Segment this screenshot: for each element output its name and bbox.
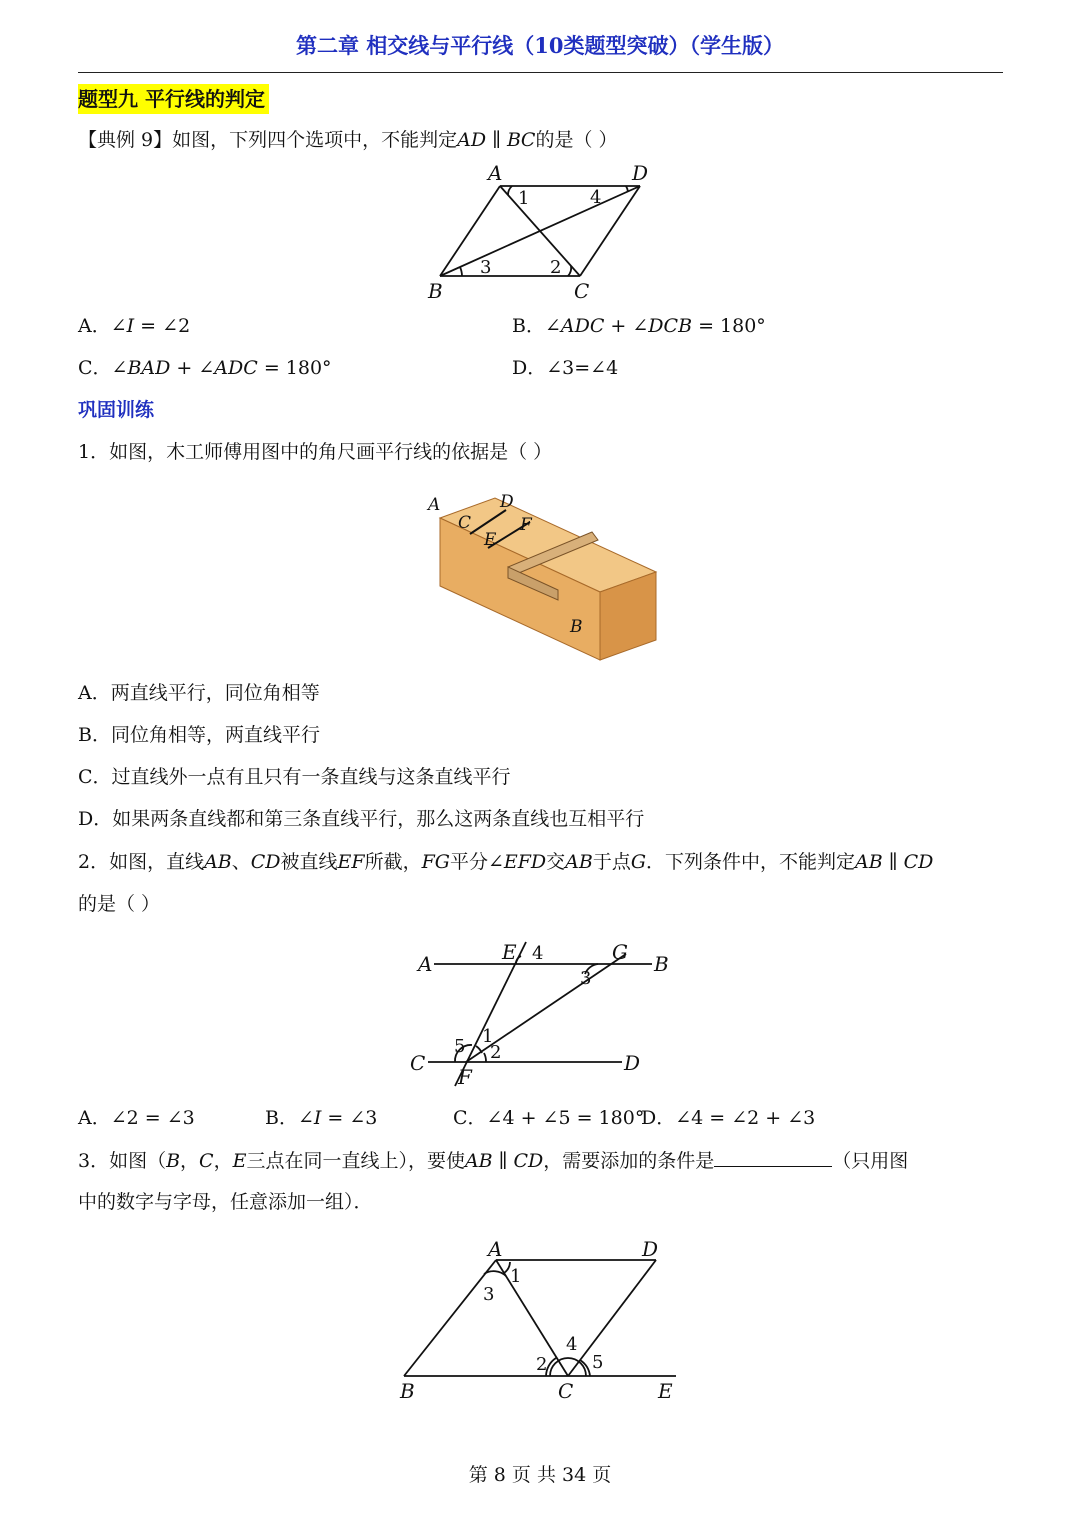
angle-label-1: 1 — [510, 1266, 522, 1287]
example-option-b: B．∠𝐴𝐷𝐶 + ∠𝐷𝐶𝐵 = 180° — [512, 315, 766, 337]
q2-option-b: B．∠𝐼 = ∠3 — [265, 1107, 378, 1129]
label-c: C — [574, 279, 590, 303]
q3-stem-line2: 中的数字与字母，任意添加一组）． — [78, 1191, 373, 1213]
angle-arc-4 — [516, 956, 521, 964]
q2-option-c: C．∠4 + ∠5 = 180° — [453, 1107, 645, 1129]
q2-option-d: D．∠4 = ∠2 + ∠3 — [641, 1107, 816, 1129]
carpenter-square-figure — [420, 488, 670, 666]
label-g: G — [612, 940, 628, 964]
angle-arc-2 — [568, 266, 571, 276]
header-title: 第二章 相交线与平行线（10类题型突破）（学生版） — [295, 33, 785, 58]
q1-option-c: C．过直线外一点有且只有一条直线与这条直线平行 — [78, 766, 511, 788]
label-f: F — [520, 515, 532, 535]
label-f: F — [458, 1065, 472, 1089]
angle-label-2: 2 — [550, 257, 562, 278]
label-b: B — [570, 617, 583, 637]
example-option-a: A．∠𝐼 = ∠2 — [78, 315, 191, 337]
label-c: C — [558, 1379, 574, 1403]
segment-dc — [568, 1260, 656, 1376]
label-a: A — [488, 1237, 503, 1261]
label-e: E — [484, 530, 497, 550]
header-divider — [78, 72, 1003, 73]
example-option-d: D．∠3=∠4 — [512, 357, 619, 379]
q1-stem: 1．如图，木工师傅用图中的角尺画平行线的依据是（ ） — [78, 441, 553, 463]
q3-stem-part1: 3．如图（𝐵，𝐶，𝐸三点在同一直线上），要使𝐴𝐵 ∥ 𝐶𝐷，需要添加的条件是 — [78, 1150, 715, 1172]
label-c: C — [458, 513, 472, 533]
label-d: D — [500, 492, 514, 512]
angle-arc-2 — [484, 1053, 486, 1062]
angle-label-3: 3 — [483, 1284, 495, 1305]
label-c: C — [410, 1051, 426, 1075]
label-d: D — [632, 161, 649, 185]
label-b: B — [428, 279, 443, 303]
q2-stem-line1: 2．如图，直线𝐴𝐵、𝐶𝐷被直线𝐸𝐹所截，𝐹𝐺平分∠𝐸𝐹𝐷交𝐴𝐵于点𝐺．下列条件中，不能判定𝐴𝐵 ∥ 𝐶𝐷 — [78, 851, 934, 873]
angle-label-2: 2 — [490, 1042, 502, 1063]
q2-option-a: A．∠2 = ∠3 — [78, 1107, 195, 1129]
angle-label-4: 4 — [566, 1334, 578, 1355]
trapezoid-figure — [390, 1232, 690, 1412]
q1-option-d: D．如果两条直线都和第三条直线平行，那么这两条直线也互相平行 — [78, 808, 645, 830]
label-a: A — [428, 495, 441, 515]
q3-answer-blank[interactable] — [714, 1146, 832, 1167]
label-a: A — [488, 161, 503, 185]
label-d: D — [624, 1051, 641, 1075]
q3-stem-line1 — [78, 1146, 908, 1175]
angle-arc-3 — [460, 267, 462, 276]
angle-label-3: 3 — [580, 968, 592, 989]
angle-label-4: 4 — [590, 187, 602, 208]
q1-option-b: B．同位角相等，两直线平行 — [78, 724, 320, 746]
q2-stem-line2: 的是（ ） — [78, 893, 161, 915]
example-option-c: C．∠𝐵𝐴𝐷 + ∠𝐴𝐷𝐶 = 180° — [78, 357, 332, 379]
angle-arc-1 — [476, 1046, 482, 1053]
label-b: B — [400, 1379, 415, 1403]
q1-option-a: A．两直线平行，同位角相等 — [78, 682, 320, 704]
transversal-figure — [400, 932, 690, 1092]
angle-label-2: 2 — [536, 1354, 548, 1375]
label-d: D — [642, 1237, 659, 1261]
angle-label-3: 3 — [480, 257, 492, 278]
angle-label-5: 5 — [454, 1036, 466, 1057]
segment-ab — [404, 1260, 496, 1376]
angle-label-5: 5 — [592, 1352, 604, 1373]
q3-stem-part2: （只用图 — [832, 1150, 909, 1172]
segment-ac — [496, 1260, 568, 1376]
label-e: E — [502, 940, 517, 964]
page-number: 第 8 页 共 34 页 — [468, 1464, 612, 1486]
practice-title: 巩固训练 — [78, 399, 155, 421]
angle-label-4: 4 — [532, 943, 544, 964]
label-e: E — [658, 1379, 673, 1403]
angle-label-1: 1 — [518, 188, 530, 209]
example-stem: 【典例 9】如图，下列四个选项中，不能判定𝐴𝐷 ∥ 𝐵𝐶的是（ ） — [78, 129, 618, 151]
angle-arc-1 — [508, 186, 512, 195]
angle-label-1: 1 — [482, 1026, 494, 1047]
label-a: A — [418, 952, 433, 976]
parallelogram-figure — [420, 160, 660, 310]
section-title: 题型九 平行线的判定 — [78, 84, 269, 114]
diagonal-ac — [500, 186, 580, 276]
label-b: B — [654, 952, 669, 976]
